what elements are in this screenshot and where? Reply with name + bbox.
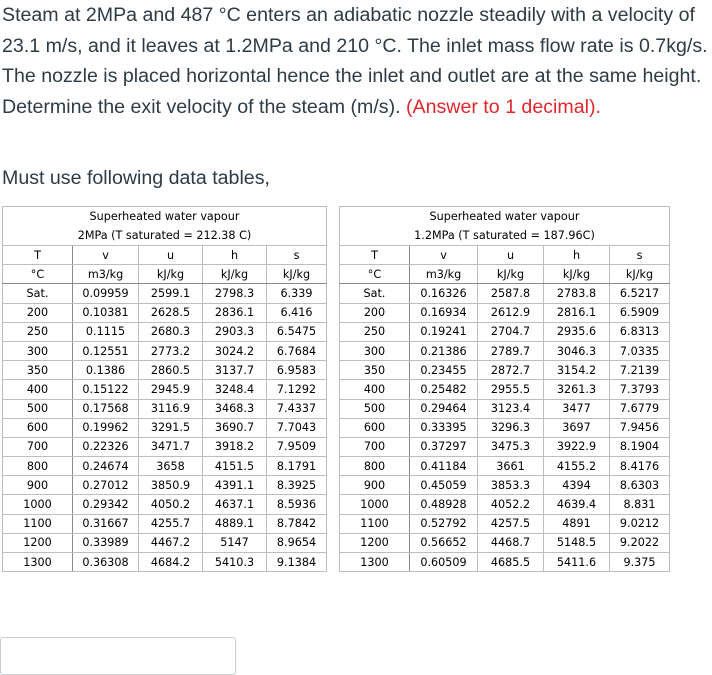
column-header: s — [267, 246, 327, 265]
table-row — [340, 495, 670, 514]
table-cell: 1200 — [340, 533, 410, 552]
table-cell: 0.56652 — [410, 533, 478, 552]
table-cell: 0.1115 — [73, 322, 139, 341]
table-cell: 2680.3 — [139, 322, 203, 341]
table-cell: 900 — [3, 476, 73, 495]
table-cell: 0.60509 — [410, 553, 478, 572]
table-cell: 0.12551 — [73, 341, 139, 360]
instruction-text: Must use following data tables, — [2, 167, 270, 189]
table-row — [340, 418, 670, 437]
table-cell: 2587.8 — [478, 284, 544, 303]
table-cell: 5410.3 — [203, 553, 267, 572]
table-cell: 9.0212 — [610, 514, 670, 533]
table-cell: 300 — [3, 341, 73, 360]
table-cell: 3154.2 — [544, 361, 610, 380]
table-cell: 3046.3 — [544, 341, 610, 360]
unit-cell: kJ/kg — [139, 265, 203, 284]
unit-cell: °C — [3, 265, 73, 284]
table-cell: 200 — [340, 303, 410, 322]
table-cell: 6.339 — [267, 284, 327, 303]
table-row — [3, 399, 327, 418]
table-row — [3, 361, 327, 380]
unit-cell: kJ/kg — [203, 265, 267, 284]
table-subtitle: 2MPa (T saturated = 212.38 C) — [3, 226, 327, 246]
table-cell: 6.416 — [267, 303, 327, 322]
table-row — [340, 380, 670, 399]
table-cell: 2903.3 — [203, 322, 267, 341]
table-cell: 0.10381 — [73, 303, 139, 322]
table-cell: 0.09959 — [73, 284, 139, 303]
table-cell: 0.22326 — [73, 437, 139, 456]
table-cell: 6.5909 — [610, 303, 670, 322]
table-row — [340, 514, 670, 533]
table-cell: 200 — [3, 303, 73, 322]
table-cell: 3477 — [544, 399, 610, 418]
table-cell: 3248.4 — [203, 380, 267, 399]
column-header: v — [410, 246, 478, 265]
table-row — [3, 341, 327, 360]
table-units-row — [340, 265, 670, 284]
column-header: T — [340, 246, 410, 265]
table-cell: 0.29342 — [73, 495, 139, 514]
table-cell: 0.41184 — [410, 457, 478, 476]
table-cell: 0.25482 — [410, 380, 478, 399]
table-title: Superheated water vapour — [3, 207, 327, 227]
table-cell: 0.16934 — [410, 303, 478, 322]
steam-table-2mpa — [2, 206, 327, 572]
table-cell: 250 — [340, 322, 410, 341]
table-cell: 0.15122 — [73, 380, 139, 399]
table-row — [340, 553, 670, 572]
table-cell: 8.3925 — [267, 476, 327, 495]
table-row — [340, 303, 670, 322]
table-row — [3, 418, 327, 437]
table-cell: 500 — [3, 399, 73, 418]
table-cell: 4255.7 — [139, 514, 203, 533]
table-units-row — [3, 265, 327, 284]
table-cell: 800 — [340, 457, 410, 476]
table-cell: 6.7684 — [267, 341, 327, 360]
table-row — [340, 399, 670, 418]
table-cell: 7.4337 — [267, 399, 327, 418]
table-cell: 2612.9 — [478, 303, 544, 322]
table-cell: 8.831 — [610, 495, 670, 514]
table-row — [340, 284, 670, 303]
table-row — [3, 322, 327, 341]
table-cell: 7.9509 — [267, 437, 327, 456]
table-cell: 4257.5 — [478, 514, 544, 533]
table-cell: 700 — [340, 437, 410, 456]
question-body: Steam at 2MPa and 487 °C enters an adiabatic nozzle steadily with a velocity of 23.1 m/s, and it leaves at 1.2MPa and 210 °C. The inlet mass flow rate is 0.7kg/s. The nozzle is placed horizontal hence the inlet and outlet are at the same height. Determine the exit velocity of the steam (m/s). — [2, 4, 708, 118]
table-cell: 1200 — [3, 533, 73, 552]
table-cell: 7.2139 — [610, 361, 670, 380]
table-cell: 300 — [340, 341, 410, 360]
table-cell: 250 — [3, 322, 73, 341]
table-cell: 9.1384 — [267, 553, 327, 572]
table-cell: 6.9583 — [267, 361, 327, 380]
table-cell: 400 — [340, 380, 410, 399]
table-cell: 2816.1 — [544, 303, 610, 322]
unit-cell: m3/kg — [410, 265, 478, 284]
answer-input[interactable] — [0, 637, 236, 675]
table-cell: 3922.9 — [544, 437, 610, 456]
table-cell: 6.5217 — [610, 284, 670, 303]
table-cell: 4052.2 — [478, 495, 544, 514]
table-cell: 0.33989 — [73, 533, 139, 552]
table-cell: 4394 — [544, 476, 610, 495]
table-cell: 3468.3 — [203, 399, 267, 418]
table-cell: 7.3793 — [610, 380, 670, 399]
table-row — [3, 303, 327, 322]
table-cell: 700 — [3, 437, 73, 456]
table-cell: 3661 — [478, 457, 544, 476]
table-cell: 2789.7 — [478, 341, 544, 360]
table-cell: Sat. — [3, 284, 73, 303]
table-row — [3, 533, 327, 552]
table-cell: 5147 — [203, 533, 267, 552]
table-cell: 0.45059 — [410, 476, 478, 495]
table-row — [340, 533, 670, 552]
table-cell: 2704.7 — [478, 322, 544, 341]
table-title-row — [340, 207, 670, 227]
column-header: v — [73, 246, 139, 265]
table-cell: 7.0335 — [610, 341, 670, 360]
table-cell: 3116.9 — [139, 399, 203, 418]
table-cell: 350 — [3, 361, 73, 380]
table-cell: 6.8313 — [610, 322, 670, 341]
table-cell: 0.33395 — [410, 418, 478, 437]
table-cell: 1000 — [340, 495, 410, 514]
table-row — [340, 476, 670, 495]
table-cell: 5411.6 — [544, 553, 610, 572]
table-cell: 1100 — [3, 514, 73, 533]
table-row — [3, 457, 327, 476]
table-cell: 2872.7 — [478, 361, 544, 380]
table-cell: 1100 — [340, 514, 410, 533]
table-cell: 3690.7 — [203, 418, 267, 437]
table-row — [3, 380, 327, 399]
table-cell: 4685.5 — [478, 553, 544, 572]
table-cell: 0.23455 — [410, 361, 478, 380]
table-cell: 3918.2 — [203, 437, 267, 456]
table-cell: 0.17568 — [73, 399, 139, 418]
table-cell: 7.1292 — [267, 380, 327, 399]
table-cell: 3024.2 — [203, 341, 267, 360]
table-row — [340, 437, 670, 456]
table-cell: 8.7842 — [267, 514, 327, 533]
table-cell: 0.31667 — [73, 514, 139, 533]
table-cell: 3123.4 — [478, 399, 544, 418]
column-header: h — [203, 246, 267, 265]
column-header: u — [139, 246, 203, 265]
table-cell: 0.1386 — [73, 361, 139, 380]
table-cell: 8.1791 — [267, 457, 327, 476]
table-cell: 2860.5 — [139, 361, 203, 380]
table-cell: 500 — [340, 399, 410, 418]
table-cell: 2955.5 — [478, 380, 544, 399]
unit-cell: m3/kg — [73, 265, 139, 284]
table-cell: 0.24674 — [73, 457, 139, 476]
table-cell: 2773.2 — [139, 341, 203, 360]
table-cell: 8.4176 — [610, 457, 670, 476]
table-row — [3, 495, 327, 514]
column-header: h — [544, 246, 610, 265]
table-cell: 2599.1 — [139, 284, 203, 303]
table-cell: 2935.6 — [544, 322, 610, 341]
table-cell: 600 — [3, 418, 73, 437]
table-cell: 7.9456 — [610, 418, 670, 437]
unit-cell: kJ/kg — [610, 265, 670, 284]
table-row — [340, 322, 670, 341]
table-cell: 4639.4 — [544, 495, 610, 514]
table-cell: 1000 — [3, 495, 73, 514]
table-cell: 2945.9 — [139, 380, 203, 399]
table-cell: 4684.2 — [139, 553, 203, 572]
table-header-row — [340, 246, 670, 265]
table-cell: 3261.3 — [544, 380, 610, 399]
table-cell: 400 — [3, 380, 73, 399]
unit-cell: kJ/kg — [544, 265, 610, 284]
table-cell: 0.29464 — [410, 399, 478, 418]
table-cell: 8.6303 — [610, 476, 670, 495]
column-header: T — [3, 246, 73, 265]
table-cell: 900 — [340, 476, 410, 495]
table-cell: 2783.8 — [544, 284, 610, 303]
table-cell: 3697 — [544, 418, 610, 437]
table-header-row — [3, 246, 327, 265]
table-cell: 3475.3 — [478, 437, 544, 456]
table-cell: 1300 — [340, 553, 410, 572]
table-cell: 4155.2 — [544, 457, 610, 476]
table-cell: 7.7043 — [267, 418, 327, 437]
table-cell: 3471.7 — [139, 437, 203, 456]
steam-table-1-2mpa — [339, 206, 670, 572]
table-title: Superheated water vapour — [340, 207, 670, 227]
table-cell: 8.1904 — [610, 437, 670, 456]
table-cell: 0.27012 — [73, 476, 139, 495]
unit-cell: °C — [340, 265, 410, 284]
table-cell: 4050.2 — [139, 495, 203, 514]
table-cell: 0.37297 — [410, 437, 478, 456]
table-cell: 4637.1 — [203, 495, 267, 514]
table-cell: 800 — [3, 457, 73, 476]
table-cell: 0.48928 — [410, 495, 478, 514]
table-cell: 3853.3 — [478, 476, 544, 495]
table-row — [340, 457, 670, 476]
table-cell: 4468.7 — [478, 533, 544, 552]
table-cell: 0.16326 — [410, 284, 478, 303]
table-cell: Sat. — [340, 284, 410, 303]
table-cell: 0.19962 — [73, 418, 139, 437]
table-cell: 5148.5 — [544, 533, 610, 552]
table-row — [3, 284, 327, 303]
column-header: s — [610, 246, 670, 265]
table-cell: 0.19241 — [410, 322, 478, 341]
table-cell: 350 — [340, 361, 410, 380]
table-cell: 1300 — [3, 553, 73, 572]
table-row — [3, 476, 327, 495]
table-cell: 4151.5 — [203, 457, 267, 476]
table-cell: 3850.9 — [139, 476, 203, 495]
table-cell: 8.5936 — [267, 495, 327, 514]
table-cell: 9.2022 — [610, 533, 670, 552]
unit-cell: kJ/kg — [267, 265, 327, 284]
answer-precision-note: (Answer to 1 decimal). — [406, 95, 601, 118]
table-cell: 3658 — [139, 457, 203, 476]
column-header: u — [478, 246, 544, 265]
table-cell: 4391.1 — [203, 476, 267, 495]
unit-cell: kJ/kg — [478, 265, 544, 284]
table-cell: 9.375 — [610, 553, 670, 572]
question-text — [2, 0, 708, 122]
table-subtitle-row — [3, 226, 327, 246]
table-row — [3, 514, 327, 533]
table-cell: 0.52792 — [410, 514, 478, 533]
table-cell: 3291.5 — [139, 418, 203, 437]
table-cell: 8.9654 — [267, 533, 327, 552]
table-row — [3, 437, 327, 456]
table-title-row — [3, 207, 327, 227]
table-cell: 2836.1 — [203, 303, 267, 322]
table-cell: 0.21386 — [410, 341, 478, 360]
table-row — [340, 341, 670, 360]
table-cell: 7.6779 — [610, 399, 670, 418]
table-cell: 2798.3 — [203, 284, 267, 303]
table-cell: 4889.1 — [203, 514, 267, 533]
table-row — [3, 553, 327, 572]
table-cell: 4891 — [544, 514, 610, 533]
table-cell: 4467.2 — [139, 533, 203, 552]
table-cell: 600 — [340, 418, 410, 437]
table-cell: 0.36308 — [73, 553, 139, 572]
table-subtitle: 1.2MPa (T saturated = 187.96C) — [340, 226, 670, 246]
table-cell: 2628.5 — [139, 303, 203, 322]
table-cell: 3137.7 — [203, 361, 267, 380]
table-subtitle-row — [340, 226, 670, 246]
table-cell: 6.5475 — [267, 322, 327, 341]
table-row — [340, 361, 670, 380]
table-cell: 3296.3 — [478, 418, 544, 437]
